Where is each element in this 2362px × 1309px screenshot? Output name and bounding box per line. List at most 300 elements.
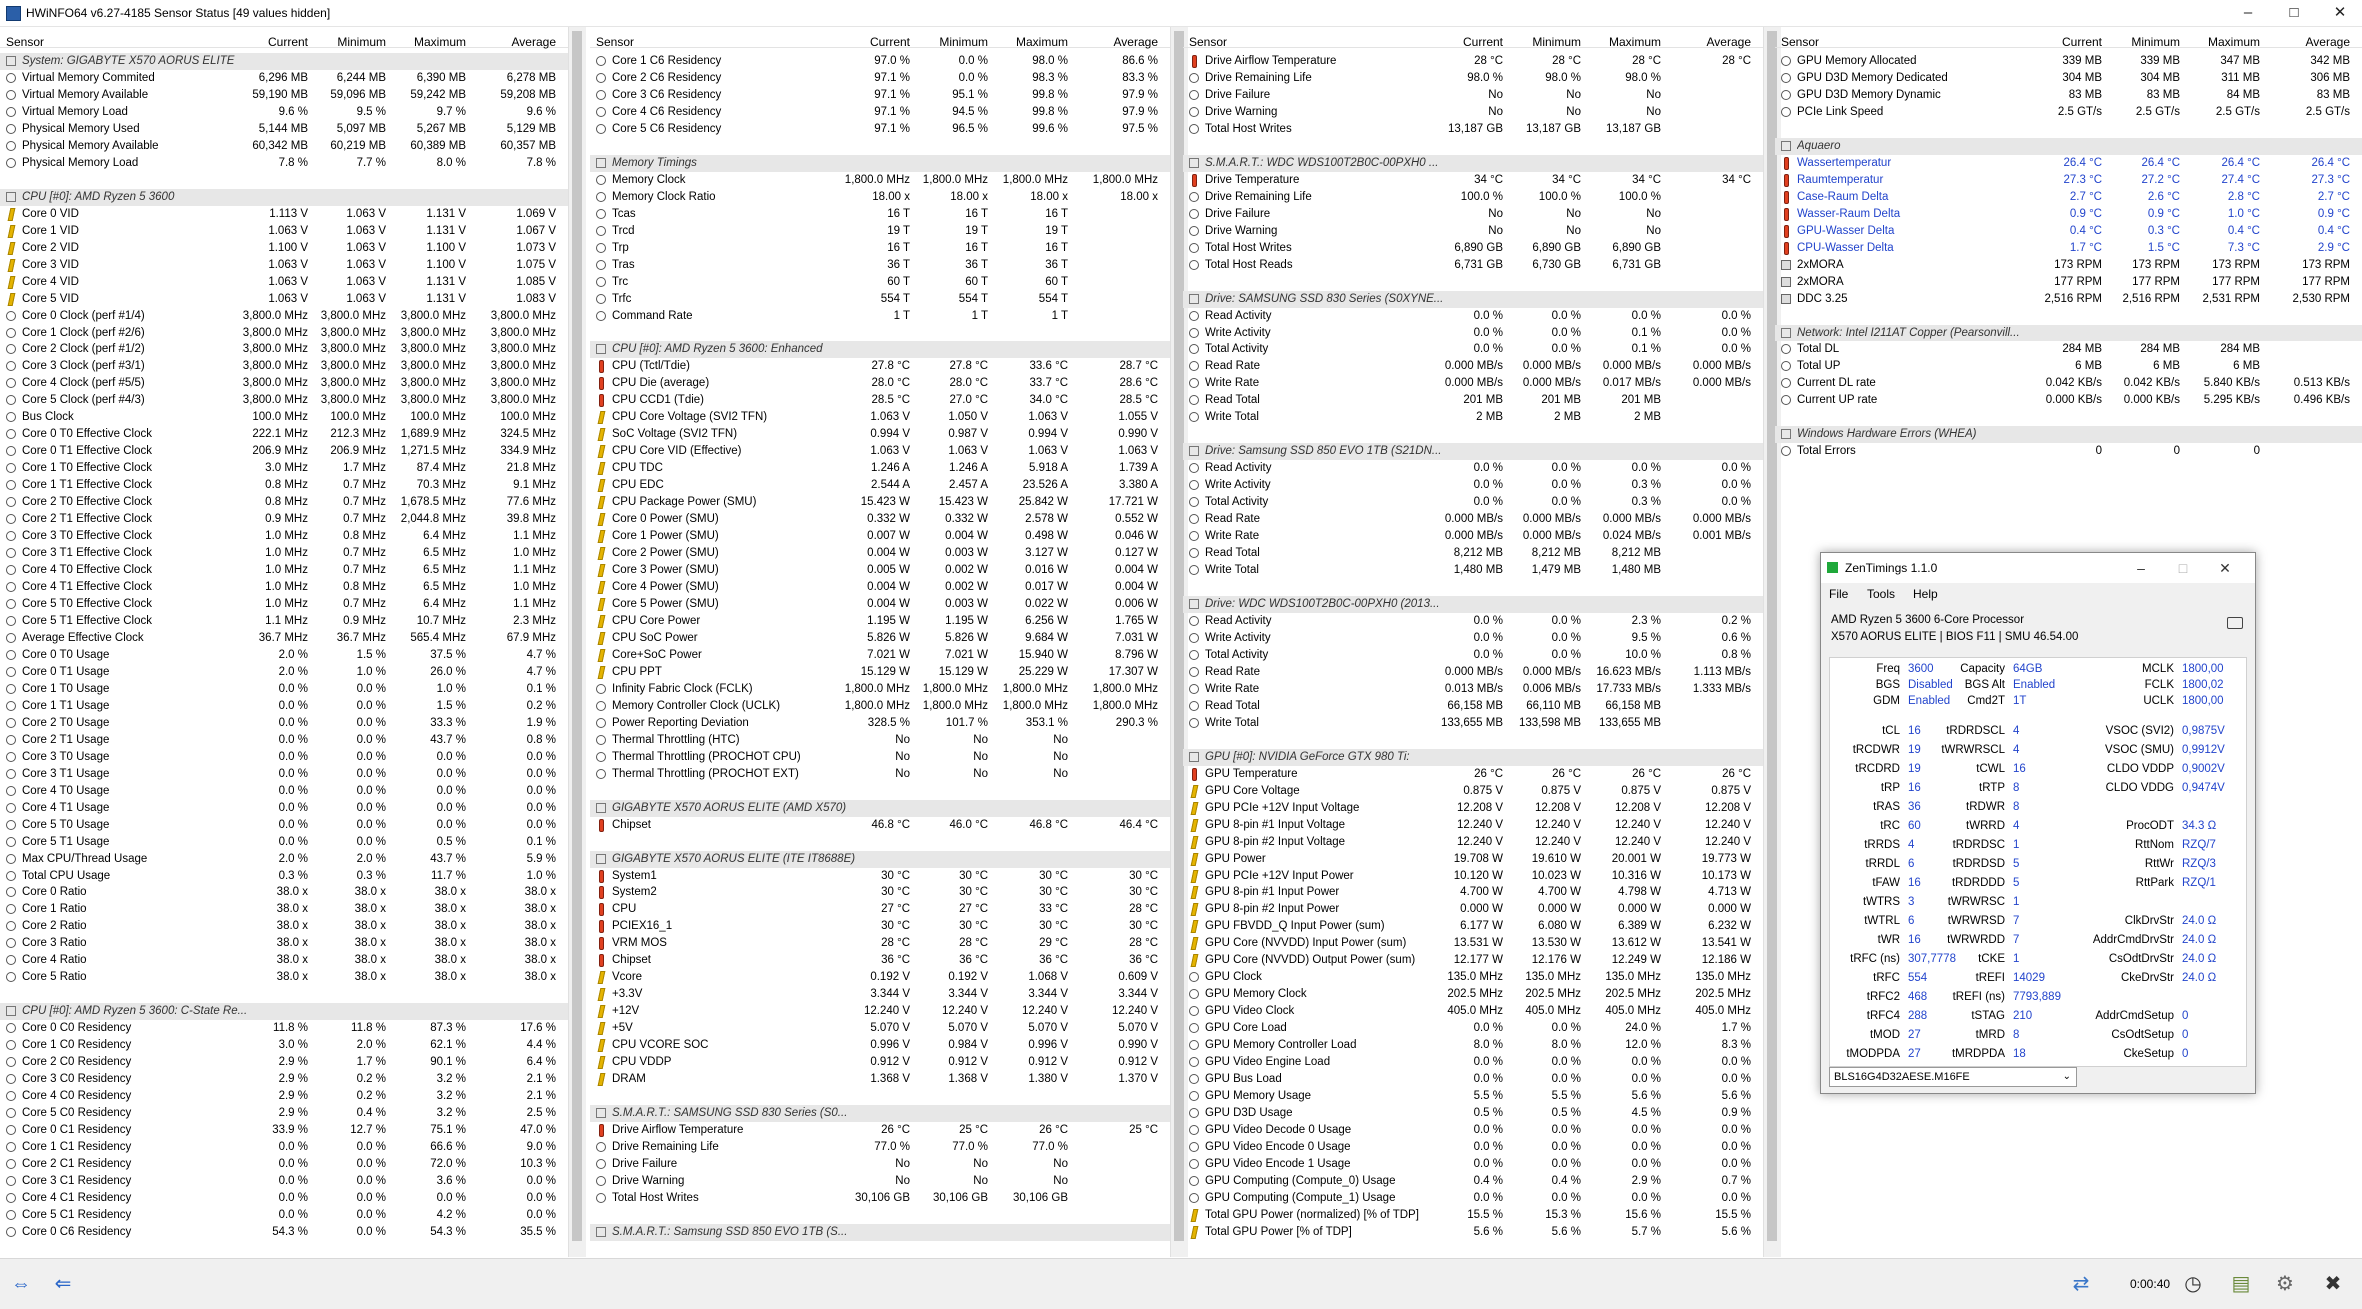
- sensor-row[interactable]: [1183, 935, 1763, 952]
- sensor-row[interactable]: [1183, 494, 1763, 511]
- sensor-icon: [1189, 209, 1199, 219]
- value-average: 135.0 MHz: [1695, 971, 1751, 984]
- sensor-row[interactable]: [1183, 392, 1763, 409]
- value-minimum: 0.0 %: [356, 733, 386, 746]
- column-header-minimum[interactable]: Minimum: [1532, 35, 1581, 49]
- value-minimum: 1.5 °C: [2147, 241, 2180, 254]
- sensor-row[interactable]: [1183, 1071, 1763, 1088]
- sensor-row[interactable]: [0, 528, 568, 545]
- sensor-row[interactable]: [0, 511, 568, 528]
- sensor-group-header[interactable]: [590, 800, 1170, 817]
- sensor-row[interactable]: [0, 426, 568, 443]
- sensor-row[interactable]: [1183, 1173, 1763, 1190]
- timing-cell: [1830, 876, 2246, 891]
- sensor-row[interactable]: [0, 291, 568, 308]
- sensor-row[interactable]: [0, 1156, 568, 1173]
- sensor-row[interactable]: [590, 53, 1170, 70]
- memory-module-select[interactable]: [1829, 1067, 2077, 1087]
- sensor-row[interactable]: [590, 358, 1170, 375]
- sensor-group-header[interactable]: [1183, 749, 1763, 766]
- sensor-row[interactable]: [0, 341, 568, 358]
- value-maximum: 6.5 MHz: [423, 564, 466, 577]
- column-header-minimum[interactable]: Minimum: [2131, 35, 2180, 49]
- value-maximum: 6.4 MHz: [423, 598, 466, 610]
- sensor-row[interactable]: [590, 817, 1170, 834]
- value-average: 97.9 %: [1122, 88, 1158, 101]
- sensor-row[interactable]: [1183, 918, 1763, 935]
- sensor-row[interactable]: [0, 834, 568, 851]
- sensor-row[interactable]: [590, 172, 1170, 189]
- sensor-row[interactable]: [1183, 1122, 1763, 1139]
- sensor-row[interactable]: [1183, 884, 1763, 901]
- sensor-row[interactable]: [1183, 189, 1763, 206]
- sensor-name: Core 5 Ratio: [22, 971, 87, 984]
- sensor-row[interactable]: [590, 477, 1170, 494]
- menu-tools[interactable]: Tools: [1867, 587, 1896, 601]
- sensor-group-header[interactable]: [1775, 325, 2362, 342]
- column-header-sensor[interactable]: Sensor: [1781, 35, 1820, 49]
- sensor-row[interactable]: [590, 1020, 1170, 1037]
- sensor-row[interactable]: [590, 1173, 1170, 1190]
- sensor-icon: [1781, 344, 1791, 354]
- sensor-row[interactable]: [590, 1122, 1170, 1139]
- sensor-row[interactable]: [1183, 1088, 1763, 1105]
- sensor-row[interactable]: [590, 969, 1170, 986]
- sensor-row[interactable]: [0, 223, 568, 240]
- zen-close-button[interactable]: ✕: [2219, 560, 2231, 576]
- sensor-row[interactable]: [1183, 1105, 1763, 1122]
- sensor-icon: [6, 1074, 16, 1084]
- sensor-row[interactable]: [1775, 223, 2362, 240]
- sensor-row[interactable]: [1775, 274, 2362, 291]
- menu-help[interactable]: Help: [1913, 587, 1938, 601]
- sensor-row[interactable]: [0, 1173, 568, 1190]
- close-button[interactable]: ✕: [2333, 4, 2347, 21]
- sensor-row[interactable]: [0, 969, 568, 986]
- sensor-row[interactable]: [1183, 1054, 1763, 1071]
- sensor-row[interactable]: [590, 409, 1170, 426]
- column-header-current[interactable]: Current: [2061, 35, 2102, 49]
- sensor-row[interactable]: [0, 579, 568, 596]
- sensor-icon: [596, 277, 606, 287]
- column-header-average[interactable]: Average: [511, 35, 556, 49]
- sensor-row[interactable]: [590, 494, 1170, 511]
- sensor-row[interactable]: [1183, 630, 1763, 647]
- sensor-row[interactable]: [1183, 240, 1763, 257]
- sensor-row[interactable]: [590, 257, 1170, 274]
- sensor-row[interactable]: [590, 868, 1170, 885]
- timing-label: tWTRS: [1862, 896, 1900, 908]
- column-header-maximum[interactable]: Maximum: [1608, 35, 1661, 49]
- sensor-row[interactable]: [0, 1037, 568, 1054]
- sensor-group-header[interactable]: [1775, 138, 2362, 155]
- sensor-row[interactable]: [0, 918, 568, 935]
- sensor-row[interactable]: [0, 630, 568, 647]
- sensor-row[interactable]: [0, 155, 568, 172]
- sensor-row[interactable]: [0, 1224, 568, 1241]
- sensor-row[interactable]: [0, 715, 568, 732]
- sensor-row[interactable]: [1183, 952, 1763, 969]
- sensor-row[interactable]: [1183, 698, 1763, 715]
- value-maximum: 0: [2253, 445, 2260, 458]
- timing-value: 4: [2013, 725, 2020, 737]
- sensor-row[interactable]: [590, 647, 1170, 664]
- column-header-average[interactable]: Average: [2305, 35, 2350, 49]
- sensor-row[interactable]: [0, 308, 568, 325]
- sensor-group-header[interactable]: [0, 1003, 568, 1020]
- sensor-row[interactable]: [590, 664, 1170, 681]
- sensor-row[interactable]: [590, 274, 1170, 291]
- sensor-row[interactable]: [590, 206, 1170, 223]
- sensor-row[interactable]: [0, 647, 568, 664]
- column-header[interactable]: [1775, 27, 2362, 48]
- sensor-row[interactable]: [0, 325, 568, 342]
- sensor-row[interactable]: [0, 392, 568, 409]
- sensor-name: Read Rate: [1205, 513, 1260, 526]
- sensor-row[interactable]: [590, 240, 1170, 257]
- sensor-icon: [1189, 548, 1199, 558]
- sensor-row[interactable]: [0, 87, 568, 104]
- zen-minimize-button[interactable]: –: [2137, 560, 2145, 576]
- sensor-row[interactable]: [0, 901, 568, 918]
- sensor-group-header[interactable]: [0, 53, 568, 70]
- value-minimum: 60 T: [965, 275, 988, 288]
- column-header[interactable]: [590, 27, 1170, 48]
- sensor-row[interactable]: [1775, 443, 2362, 460]
- sensor-row[interactable]: [1775, 257, 2362, 274]
- sensor-row[interactable]: [1183, 172, 1763, 189]
- report-icon[interactable]: ▤: [2231, 1273, 2251, 1295]
- clock-icon[interactable]: ◷: [2184, 1273, 2202, 1295]
- sensor-row[interactable]: [0, 562, 568, 579]
- sensor-row[interactable]: [590, 121, 1170, 138]
- sensor-row[interactable]: [590, 291, 1170, 308]
- sensor-row[interactable]: [1775, 172, 2362, 189]
- sensor-row[interactable]: [1775, 358, 2362, 375]
- expand-arrows-icon[interactable]: ⇔: [11, 1273, 31, 1295]
- sensor-row[interactable]: [1775, 189, 2362, 206]
- sensor-row[interactable]: [590, 1071, 1170, 1088]
- sensor-row[interactable]: [590, 104, 1170, 121]
- sensor-row[interactable]: [1183, 528, 1763, 545]
- sensor-row[interactable]: [1775, 392, 2362, 409]
- sensor-row[interactable]: [1183, 834, 1763, 851]
- sensor-row[interactable]: [0, 240, 568, 257]
- sensor-row[interactable]: [590, 698, 1170, 715]
- sensor-row[interactable]: [0, 851, 568, 868]
- sensor-row[interactable]: [1183, 986, 1763, 1003]
- sensor-row[interactable]: [590, 545, 1170, 562]
- sensor-row[interactable]: [0, 1071, 568, 1088]
- sensor-row[interactable]: [0, 1088, 568, 1105]
- value-minimum: 10.023 W: [1531, 869, 1581, 882]
- zen-maximize-button[interactable]: □: [2178, 560, 2188, 576]
- column-header-average[interactable]: Average: [1113, 35, 1158, 49]
- sensor-row[interactable]: [1183, 1190, 1763, 1207]
- sensor-row[interactable]: [0, 1190, 568, 1207]
- column-header-sensor[interactable]: Sensor: [596, 35, 635, 49]
- sensor-group-header[interactable]: [1183, 155, 1763, 172]
- value-minimum: 95.1 %: [952, 88, 988, 101]
- column-header-sensor[interactable]: Sensor: [1189, 35, 1228, 49]
- sensor-row[interactable]: [0, 358, 568, 375]
- timing-label: tMRD: [1975, 1029, 2005, 1041]
- sensor-row[interactable]: [1183, 545, 1763, 562]
- sensor-row[interactable]: [590, 426, 1170, 443]
- column-header-current[interactable]: Current: [267, 35, 308, 49]
- sensor-row[interactable]: [590, 443, 1170, 460]
- sensor-row[interactable]: [1183, 901, 1763, 918]
- sensor-row[interactable]: [590, 613, 1170, 630]
- scrollbar-thumb[interactable]: [572, 31, 582, 1241]
- value-current: 0.0 %: [1473, 1191, 1503, 1204]
- sensor-row[interactable]: [0, 952, 568, 969]
- sensor-row[interactable]: [1183, 817, 1763, 834]
- sensor-row[interactable]: [0, 766, 568, 783]
- sensor-row[interactable]: [590, 1139, 1170, 1156]
- sensor-row[interactable]: [1183, 1207, 1763, 1224]
- sensor-row[interactable]: [590, 766, 1170, 783]
- sensor-row[interactable]: [590, 511, 1170, 528]
- settings-icon[interactable]: ⚙: [2276, 1273, 2294, 1295]
- sensor-row[interactable]: [1183, 783, 1763, 800]
- timing-label: Freq: [1876, 663, 1900, 675]
- sensor-row[interactable]: [0, 596, 568, 613]
- sensor-row[interactable]: [1183, 969, 1763, 986]
- sensor-row[interactable]: [1183, 223, 1763, 240]
- collapse-arrows-icon[interactable]: ⇐: [54, 1273, 72, 1295]
- sensor-group-header[interactable]: [0, 189, 568, 206]
- sensor-row[interactable]: [0, 664, 568, 681]
- sensor-row[interactable]: [1183, 1139, 1763, 1156]
- sensor-name: +5V: [612, 1022, 633, 1035]
- sensor-row[interactable]: [0, 783, 568, 800]
- sensor-group-header[interactable]: [590, 1105, 1170, 1122]
- sensor-row[interactable]: [1183, 1224, 1763, 1241]
- column-header-minimum[interactable]: Minimum: [939, 35, 988, 49]
- sensor-row[interactable]: [0, 257, 568, 274]
- sensor-row[interactable]: [1183, 511, 1763, 528]
- sensor-row[interactable]: [590, 901, 1170, 918]
- sensor-row[interactable]: [0, 1105, 568, 1122]
- sensor-row[interactable]: [0, 1020, 568, 1037]
- sensor-row[interactable]: [590, 392, 1170, 409]
- sensor-row[interactable]: [590, 1156, 1170, 1173]
- sensor-row[interactable]: [0, 732, 568, 749]
- sensor-row[interactable]: [0, 1122, 568, 1139]
- sensor-row[interactable]: [1775, 291, 2362, 308]
- sensor-row[interactable]: [1183, 325, 1763, 342]
- sensor-row[interactable]: [590, 630, 1170, 647]
- value-maximum: 405.0 MHz: [1605, 1005, 1661, 1018]
- sensor-row[interactable]: [590, 1003, 1170, 1020]
- sensor-row[interactable]: [0, 477, 568, 494]
- sensor-row[interactable]: [0, 375, 568, 392]
- sensor-name: Core 3 C6 Residency: [612, 88, 722, 101]
- vertical-scrollbar[interactable]: [568, 27, 586, 1257]
- screenshot-icon[interactable]: [2227, 617, 2243, 629]
- timing-value: 27: [1908, 1029, 1921, 1041]
- sensor-row[interactable]: [1183, 562, 1763, 579]
- column-header[interactable]: [1183, 27, 1763, 48]
- sensor-row[interactable]: [0, 460, 568, 477]
- sensor-row[interactable]: [590, 749, 1170, 766]
- sensor-group-header[interactable]: [1775, 426, 2362, 443]
- column-header-current[interactable]: Current: [869, 35, 910, 49]
- sensor-row[interactable]: [1775, 53, 2362, 70]
- sensor-row[interactable]: [0, 935, 568, 952]
- sensor-row[interactable]: [1183, 70, 1763, 87]
- column-header-maximum[interactable]: Maximum: [1015, 35, 1068, 49]
- sensor-row[interactable]: [1775, 104, 2362, 121]
- value-current: 0.0 %: [1473, 1124, 1503, 1137]
- sensor-row[interactable]: [1183, 121, 1763, 138]
- sensor-row[interactable]: [0, 681, 568, 698]
- sensor-row[interactable]: [590, 189, 1170, 206]
- sensor-row[interactable]: [1183, 341, 1763, 358]
- column-header-sensor[interactable]: Sensor: [6, 35, 45, 49]
- sensor-row[interactable]: [1183, 358, 1763, 375]
- sensor-row[interactable]: [590, 308, 1170, 325]
- value-minimum: 38.0 x: [354, 971, 386, 984]
- sensor-row[interactable]: [1183, 1003, 1763, 1020]
- sensor-row[interactable]: [590, 918, 1170, 935]
- sensor-row[interactable]: [590, 70, 1170, 87]
- sensor-group-header[interactable]: [590, 1224, 1170, 1241]
- sensor-row[interactable]: [590, 596, 1170, 613]
- sensor-row[interactable]: [590, 579, 1170, 596]
- sensor-row[interactable]: [1183, 460, 1763, 477]
- column-header-current[interactable]: Current: [1462, 35, 1503, 49]
- sensor-group-header[interactable]: [590, 341, 1170, 358]
- sensor-row[interactable]: [0, 1207, 568, 1224]
- sensor-row[interactable]: [0, 274, 568, 291]
- sensor-row[interactable]: [1183, 664, 1763, 681]
- sensor-row[interactable]: [1183, 308, 1763, 325]
- sensor-row[interactable]: [1183, 409, 1763, 426]
- value-minimum: 0.0 %: [1551, 631, 1581, 644]
- sensor-row[interactable]: [1183, 257, 1763, 274]
- sensor-row[interactable]: [1183, 851, 1763, 868]
- column-header-maximum[interactable]: Maximum: [413, 35, 466, 49]
- network-icon[interactable]: ⇄: [2072, 1273, 2090, 1295]
- sensor-group-header[interactable]: [1183, 596, 1763, 613]
- sensor-row[interactable]: [1183, 766, 1763, 783]
- sensor-row[interactable]: [0, 817, 568, 834]
- sensor-row[interactable]: [590, 528, 1170, 545]
- sensor-row[interactable]: [1775, 87, 2362, 104]
- sensor-row[interactable]: [1183, 681, 1763, 698]
- sensor-row[interactable]: [1775, 155, 2362, 172]
- column-header-maximum[interactable]: Maximum: [2207, 35, 2260, 49]
- sensor-row[interactable]: [1183, 868, 1763, 885]
- sensor-row[interactable]: [1775, 240, 2362, 257]
- sensor-row[interactable]: [590, 562, 1170, 579]
- sensor-row[interactable]: [0, 1054, 568, 1071]
- value-current: 0.000 KB/s: [2045, 394, 2102, 407]
- sensor-row[interactable]: [0, 1139, 568, 1156]
- value-average: 9.0 %: [526, 1141, 556, 1153]
- sensor-row[interactable]: [1183, 87, 1763, 104]
- close-sensors-icon[interactable]: ✖: [2324, 1273, 2342, 1295]
- maximize-button[interactable]: □: [2289, 4, 2299, 21]
- value-maximum: 3,800.0 MHz: [400, 343, 466, 356]
- sensor-row[interactable]: [1183, 613, 1763, 630]
- sensor-row[interactable]: [590, 884, 1170, 901]
- sensor-row[interactable]: [1775, 70, 2362, 87]
- sensor-row[interactable]: [0, 409, 568, 426]
- sensor-row[interactable]: [0, 613, 568, 630]
- sensor-name: Drive Warning: [612, 1174, 685, 1187]
- sensor-row[interactable]: [1183, 1037, 1763, 1054]
- sensor-row[interactable]: [1775, 375, 2362, 392]
- sensor-row[interactable]: [590, 87, 1170, 104]
- sensor-row[interactable]: [1775, 341, 2362, 358]
- sensor-row[interactable]: [0, 698, 568, 715]
- sensor-row[interactable]: [590, 986, 1170, 1003]
- sensor-row[interactable]: [0, 884, 568, 901]
- sensor-row[interactable]: [0, 104, 568, 121]
- sensor-row[interactable]: [590, 935, 1170, 952]
- column-header-average[interactable]: Average: [1706, 35, 1751, 49]
- sensor-row[interactable]: [590, 375, 1170, 392]
- sensor-row[interactable]: [0, 494, 568, 511]
- value-current: 0.912 V: [870, 1056, 910, 1069]
- sensor-group-header[interactable]: [1183, 291, 1763, 308]
- sensor-group-header[interactable]: [1183, 443, 1763, 460]
- sensor-row[interactable]: [590, 952, 1170, 969]
- sensor-row[interactable]: [590, 223, 1170, 240]
- sensor-row[interactable]: [0, 70, 568, 87]
- column-header-minimum[interactable]: Minimum: [337, 35, 386, 49]
- sensor-row[interactable]: [0, 749, 568, 766]
- sensor-row[interactable]: [1183, 53, 1763, 70]
- value-minimum: 3,800.0 MHz: [320, 309, 386, 322]
- sensor-row[interactable]: [590, 681, 1170, 698]
- sensor-row[interactable]: [1183, 1020, 1763, 1037]
- column-header[interactable]: [0, 27, 568, 48]
- sensor-row[interactable]: [1183, 647, 1763, 664]
- value-average: 0.990 V: [1118, 1039, 1158, 1052]
- sensor-row[interactable]: [0, 868, 568, 885]
- sensor-row[interactable]: [0, 443, 568, 460]
- sensor-row[interactable]: [1183, 477, 1763, 494]
- sensor-row[interactable]: [0, 545, 568, 562]
- sensor-row[interactable]: [590, 732, 1170, 749]
- sensor-row[interactable]: [1183, 206, 1763, 223]
- sensor-row[interactable]: [0, 121, 568, 138]
- sensor-row[interactable]: [1183, 800, 1763, 817]
- sensor-row[interactable]: [590, 1190, 1170, 1207]
- sensor-row[interactable]: [590, 460, 1170, 477]
- sensor-row[interactable]: [590, 1037, 1170, 1054]
- sensor-row[interactable]: [590, 1054, 1170, 1071]
- sensor-row[interactable]: [1183, 375, 1763, 392]
- sensor-row[interactable]: [1183, 715, 1763, 732]
- sensor-group-header[interactable]: [590, 155, 1170, 172]
- sensor-row[interactable]: [0, 138, 568, 155]
- value-average: 0.990 V: [1118, 428, 1158, 441]
- minimize-button[interactable]: –: [2243, 4, 2253, 21]
- sensor-row[interactable]: [1775, 206, 2362, 223]
- sensor-row[interactable]: [1183, 104, 1763, 121]
- sensor-row[interactable]: [0, 206, 568, 223]
- sensor-group-header[interactable]: [590, 851, 1170, 868]
- menu-file[interactable]: File: [1829, 587, 1849, 601]
- sensor-row[interactable]: [1183, 1156, 1763, 1173]
- sensor-row[interactable]: [590, 715, 1170, 732]
- sensor-row[interactable]: [0, 800, 568, 817]
